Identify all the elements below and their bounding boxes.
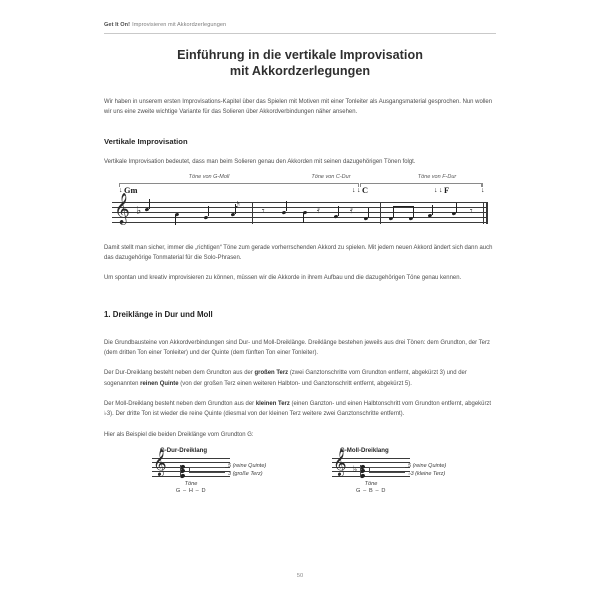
leader-line-fifth [369, 467, 405, 468]
eighth-rest-icon: 𝄿 [350, 205, 353, 216]
treble-clef-icon: 𝄞 [333, 449, 347, 476]
note-stem [456, 203, 457, 213]
after-music-paragraph-1: Damit stellt man sicher, immer die „richtigen“ Töne zum gerade vorherrschenden Akkord zu spielen. Mit jedem neuen Akkord ändert sich dann auch das dazugehörige Tonmaterial für die Solo-Phrasen. [104, 244, 493, 262]
section2-paragraph-1: Die Grundbausteine von Akkordverbindungen sind Dur- und Moll-Dreiklänge. Dreiklänge bestehen jeweils aus drei Tönen: dem Grundton, der Terz (dem dritten Ton einer Tonleiter) und der Quinte (dem fünften Ton einer Tonleiter). [104, 339, 490, 357]
spacer [104, 79, 496, 97]
p3-text-c: (einen Ganzton- und einen Halbtonschritt vom Grundton entfernt, abgekürzt ♭3). Der dritte Ton ist wieder die reine Quinte (diesmal von der kleinen Terz weitere zwei Ganztonschritte entfernt). [104, 400, 492, 418]
segment-bracket-f-dur [372, 183, 482, 187]
chord-arrow-f-dur-b: ↓ [439, 186, 443, 194]
chord-arrow-f-dur-a: ↓ [434, 186, 438, 194]
note-stem [338, 206, 339, 216]
spacer [104, 147, 496, 157]
segment-bracket-g-moll [119, 183, 359, 187]
spacer [104, 420, 496, 430]
chord-arrow-end: ↓ [481, 186, 485, 194]
tone-values: G – B – D [356, 488, 386, 495]
music-example-vertical-improvisation [104, 174, 496, 236]
spacer [104, 167, 496, 174]
spacer [104, 440, 496, 447]
page-number: 50 [296, 573, 304, 579]
after-music-paragraph-2: Um spontan und kreativ improvisieren zu können, müssen wir die Akkorde in ihrem Aufbau und die dazugehörigen Töne genau kennen. [104, 275, 462, 282]
segment-label-c-dur: Töne von C-Dur [311, 173, 351, 180]
p2-text-a: Der Dur-Dreiklang besteht neben dem Grundton aus der [104, 370, 255, 377]
header-chapter-title: Improvisieren mit Akkordzerlegungen [132, 22, 227, 28]
spacer [104, 118, 496, 136]
leader-line-third [369, 472, 405, 473]
p3-text-a: Der Moll-Dreiklang besteht neben dem Grundton aus der [104, 400, 256, 407]
note-stem [286, 201, 287, 211]
note-beam [393, 206, 414, 208]
chord-arrow-g-moll: ↓ [119, 186, 123, 194]
key-signature-flat-icon: ♭ [136, 204, 142, 218]
spacer [104, 236, 496, 243]
segment-label-g-moll: Töne von G-Moll [188, 173, 230, 180]
section2-paragraph-3 [104, 399, 496, 420]
leader-tick [369, 467, 370, 472]
p2-bold-grosse-terz: großen Terz [254, 370, 289, 377]
triad-label-g-moll: G-Moll-Dreiklang [340, 446, 389, 454]
tone-caption: Töne [364, 480, 378, 487]
music-staff [112, 192, 488, 224]
section1-paragraph: Vertikale Improvisation bedeutet, dass man beim Solieren genau den Akkorden mit seinen dazugehörigen Tönen folgt. [104, 158, 416, 165]
leader-tick [189, 467, 190, 472]
treble-clef-icon: 𝄞 [153, 449, 167, 476]
triad-tones-g-moll [332, 481, 410, 495]
treble-clef-icon: 𝄞 [114, 192, 130, 224]
tone-caption: Töne [184, 480, 198, 487]
eighth-rest-icon: 𝄿 [317, 205, 320, 216]
note-stem [393, 206, 394, 218]
triad-diagrams [104, 447, 496, 517]
leader-line-fifth [189, 467, 225, 468]
p2-text-c: (zwei Ganztonschritte vom Grundton entfernt, abgekürzt 3) und der sogenannten [104, 370, 467, 387]
triad-tones-g-dur [152, 481, 230, 495]
triad-annotation-third-g-moll: ♭3 (kleine Terz) [408, 470, 446, 477]
flat-accidental-icon: ♭ [353, 464, 358, 475]
segment-label-f-dur: Töne von F-Dur [417, 173, 457, 180]
spacer [104, 263, 496, 273]
running-header [104, 22, 496, 28]
note-stem [208, 206, 209, 216]
leader-line-third [189, 472, 225, 473]
p2-text-d: (von der großen Terz einen weiteren Halbton- und Ganztonschritt entfernt, abgekürzt 5). [178, 380, 412, 387]
chord-symbol-c: C [362, 185, 369, 195]
note-stem [149, 199, 150, 209]
quarter-rest-icon: 𝄾 [262, 205, 265, 217]
header-book-title: Get It On! [104, 22, 131, 28]
page-content [104, 44, 496, 517]
spacer [104, 389, 496, 399]
triad-label-g-dur: G-Dur-Dreiklang [160, 446, 208, 454]
note-stem [432, 205, 433, 215]
chord-arrow-c-dur-a: ↓ [352, 186, 356, 194]
triad-annotation-fifth-g-moll: 5 (reine Quinte) [408, 462, 447, 469]
header-divider [104, 33, 496, 34]
page-title [104, 44, 496, 79]
spacer [104, 320, 496, 338]
note-flag: 𝅘𝅥𝅯 [235, 200, 240, 211]
p3-bold-kleine-terz: kleinen Terz [255, 400, 290, 407]
section-heading-vertikale-improvisation: Vertikale Improvisation [104, 136, 188, 146]
section2-paragraph-2 [104, 368, 496, 389]
section-heading-dreiklaenge: 1. Dreiklänge in Dur und Moll [104, 309, 213, 319]
note-stem [175, 215, 176, 225]
intro-paragraph: Wir haben in unserem ersten Improvisations-Kapitel über das Spielen mit Motiven mit einer Tonleiter als Ausgangsmaterial gesprochen. Nun wollen wir uns eine zweite wichtige Variante für das Solieren über Akkordverbindungen näher ansehen. [104, 99, 493, 116]
page-title-line1: Einführung in die vertikale Improvisation [177, 48, 423, 62]
notehead-root [360, 473, 366, 478]
spacer [104, 358, 496, 368]
tone-values: G – H – D [175, 488, 207, 495]
quarter-rest-icon: 𝄾 [470, 205, 473, 217]
page-title-line2: mit Akkordzerlegungen [229, 63, 371, 78]
notehead-root [180, 473, 186, 478]
p2-bold-reine-quinte: reinen Quinte [140, 380, 179, 387]
note-stem [368, 208, 369, 218]
chord-symbol-f: F [444, 185, 450, 195]
spacer [104, 284, 496, 302]
note-stem [413, 206, 414, 218]
triad-annotation-third-g-dur: 3 (große Terz) [228, 470, 263, 477]
spacer [104, 302, 496, 309]
note-stem [303, 213, 304, 223]
triad-annotation-fifth-g-dur: 5 (reine Quinte) [228, 462, 267, 469]
chord-arrow-c-dur-b: ↓ [357, 186, 361, 194]
section2-paragraph-4: Hier als Beispiel die beiden Dreiklänge vom Grundton G: [104, 431, 254, 438]
chord-symbol-gm: Gm [124, 185, 138, 195]
